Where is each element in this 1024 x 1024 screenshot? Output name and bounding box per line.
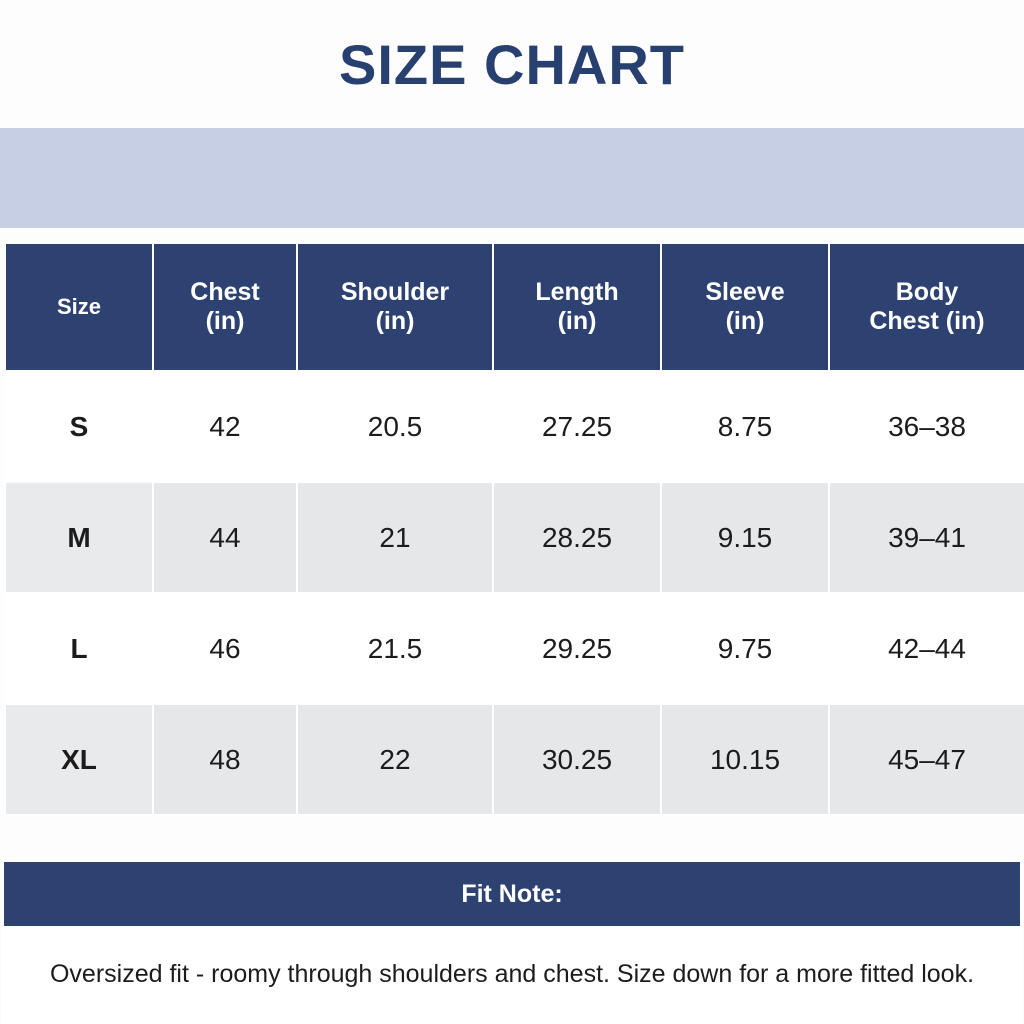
column-header-shoulder-line2: (in): [375, 307, 415, 335]
spacer-above-table: [0, 228, 1024, 242]
cell-chest: 48: [153, 704, 297, 815]
column-header-shoulder: [297, 243, 493, 371]
column-header-chest-line2: (in): [205, 307, 245, 335]
table-body: [5, 371, 1024, 815]
cell-shoulder: 20.5: [297, 371, 493, 482]
table-header-row: [5, 243, 1024, 371]
cell-size: M: [5, 482, 153, 593]
size-table: [4, 242, 1024, 816]
column-header-body-chest: [829, 243, 1024, 371]
cell-body-chest: 39–41: [829, 482, 1024, 593]
cell-sleeve: 9.15: [661, 482, 829, 593]
table-row: [5, 593, 1024, 704]
fit-note-panel: [2, 860, 1022, 1024]
cell-size: S: [5, 371, 153, 482]
cell-sleeve: 8.75: [661, 371, 829, 482]
cell-size: L: [5, 593, 153, 704]
column-header-sleeve: [661, 243, 829, 371]
column-header-shoulder-line1: Shoulder: [340, 278, 450, 307]
cell-sleeve: 9.75: [661, 593, 829, 704]
cell-length: 27.25: [493, 371, 661, 482]
column-header-size: [5, 243, 153, 371]
cell-chest: 46: [153, 593, 297, 704]
cell-sleeve: 10.15: [661, 704, 829, 815]
page-title: SIZE CHART: [339, 32, 685, 96]
cell-chest: 44: [153, 482, 297, 593]
fit-note-heading: Fit Note:: [4, 862, 1020, 926]
column-header-length: [493, 243, 661, 371]
cell-length: 28.25: [493, 482, 661, 593]
decorative-band: [0, 128, 1024, 228]
column-header-body-chest-line2: Chest (in): [869, 307, 985, 335]
table-row: [5, 704, 1024, 815]
column-header-body-chest-line1: Body: [895, 278, 959, 307]
cell-body-chest: 36–38: [829, 371, 1024, 482]
fit-note-text: Oversized fit - roomy through shoulders and chest. Size down for a more fitted look.: [4, 926, 1020, 1022]
cell-length: 29.25: [493, 593, 661, 704]
cell-size: XL: [5, 704, 153, 815]
column-header-chest-line1: Chest: [190, 278, 260, 307]
cell-body-chest: 45–47: [829, 704, 1024, 815]
table-row: [5, 482, 1024, 593]
table-header: [5, 243, 1024, 371]
cell-body-chest: 42–44: [829, 593, 1024, 704]
spacer-below-table: [0, 816, 1024, 860]
column-header-sleeve-line1: Sleeve: [705, 278, 785, 307]
column-header-size-line1: Size: [56, 294, 102, 320]
size-table-wrapper: [0, 242, 1024, 816]
column-header-sleeve-line2: (in): [725, 307, 765, 335]
table-row: [5, 371, 1024, 482]
cell-shoulder: 21.5: [297, 593, 493, 704]
cell-shoulder: 21: [297, 482, 493, 593]
cell-length: 30.25: [493, 704, 661, 815]
column-header-length-line1: Length: [535, 278, 619, 307]
cell-shoulder: 22: [297, 704, 493, 815]
title-area: [0, 0, 1024, 128]
column-header-chest: [153, 243, 297, 371]
cell-chest: 42: [153, 371, 297, 482]
column-header-length-line2: (in): [557, 307, 597, 335]
